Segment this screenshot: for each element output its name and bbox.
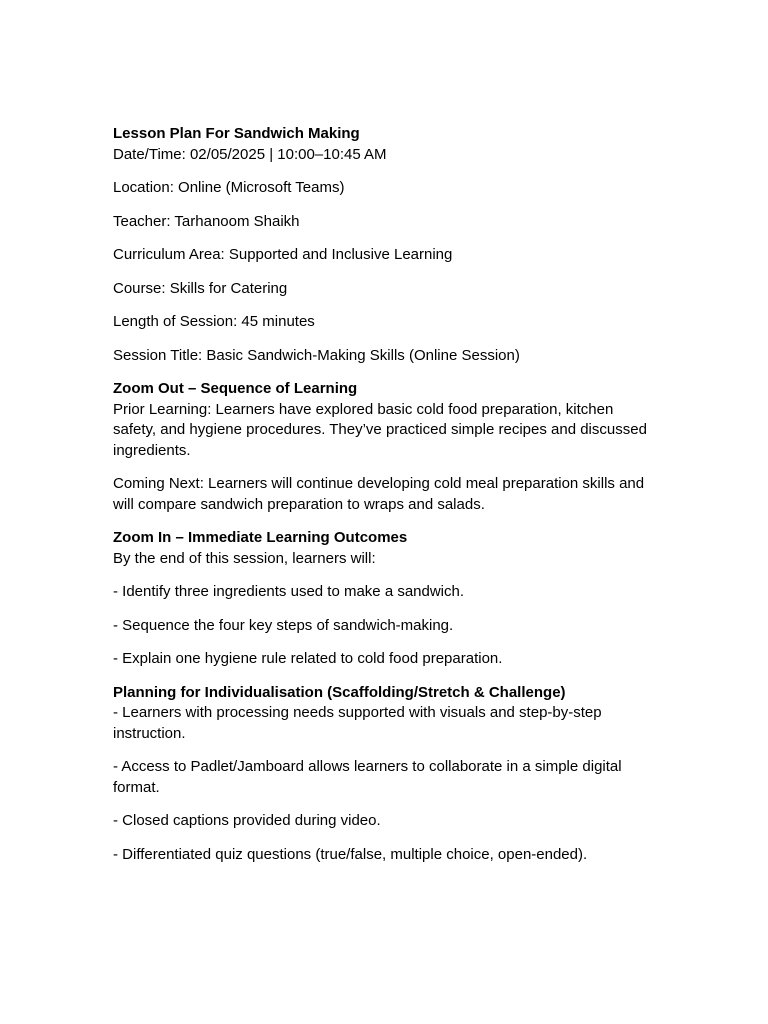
outcome-item: - Explain one hygiene rule related to cold food preparation. xyxy=(113,650,503,667)
session-length-line: Length of Session: 45 minutes xyxy=(113,313,315,330)
location-line: Location: Online (Microsoft Teams) xyxy=(113,179,345,196)
datetime-line: Date/Time: 02/05/2025 | 10:00–10:45 AM xyxy=(113,145,387,163)
prior-learning-paragraph: Prior Learning: Learners have explored basic cold food preparation, kitchen safety, and hygiene procedures. They’ve practiced simple recipes and discussed ingredients. xyxy=(113,400,647,459)
outcome-item: - Sequence the four key steps of sandwich-making. xyxy=(113,616,454,634)
outcome-item: - Identify three ingredients used to make a sandwich. xyxy=(113,583,465,600)
course-line: Course: Skills for Catering xyxy=(113,279,288,297)
session-title-line: Session Title: Basic Sandwich-Making Skills (Online Session) xyxy=(113,346,520,364)
curriculum-area-line: Curriculum Area: Supported and Inclusive Learning xyxy=(113,246,453,263)
coming-next-paragraph: Coming Next: Learners will continue developing cold meal preparation skills and will compare sandwich preparation to wraps and salads. xyxy=(113,475,645,513)
teacher-line: Teacher: Tarhanoom Shaikh xyxy=(113,212,300,230)
individualisation-heading: Planning for Individualisation (Scaffolding/Stretch & Challenge) xyxy=(113,683,566,701)
zoom-in-intro: By the end of this session, learners will: xyxy=(113,549,376,567)
zoom-out-heading: Zoom Out – Sequence of Learning xyxy=(113,380,358,397)
individualisation-item: - Learners with processing needs supported with visuals and step-by-step instruction. xyxy=(113,704,602,742)
individualisation-item: - Differentiated quiz questions (true/false, multiple choice, open-ended). xyxy=(113,845,588,863)
zoom-in-heading: Zoom In – Immediate Learning Outcomes xyxy=(113,529,408,546)
document-title: Lesson Plan For Sandwich Making xyxy=(113,125,360,142)
individualisation-item: - Closed captions provided during video. xyxy=(113,812,381,829)
document-page xyxy=(113,124,658,865)
individualisation-item: - Access to Padlet/Jamboard allows learners to collaborate in a simple digital format. xyxy=(113,758,622,796)
